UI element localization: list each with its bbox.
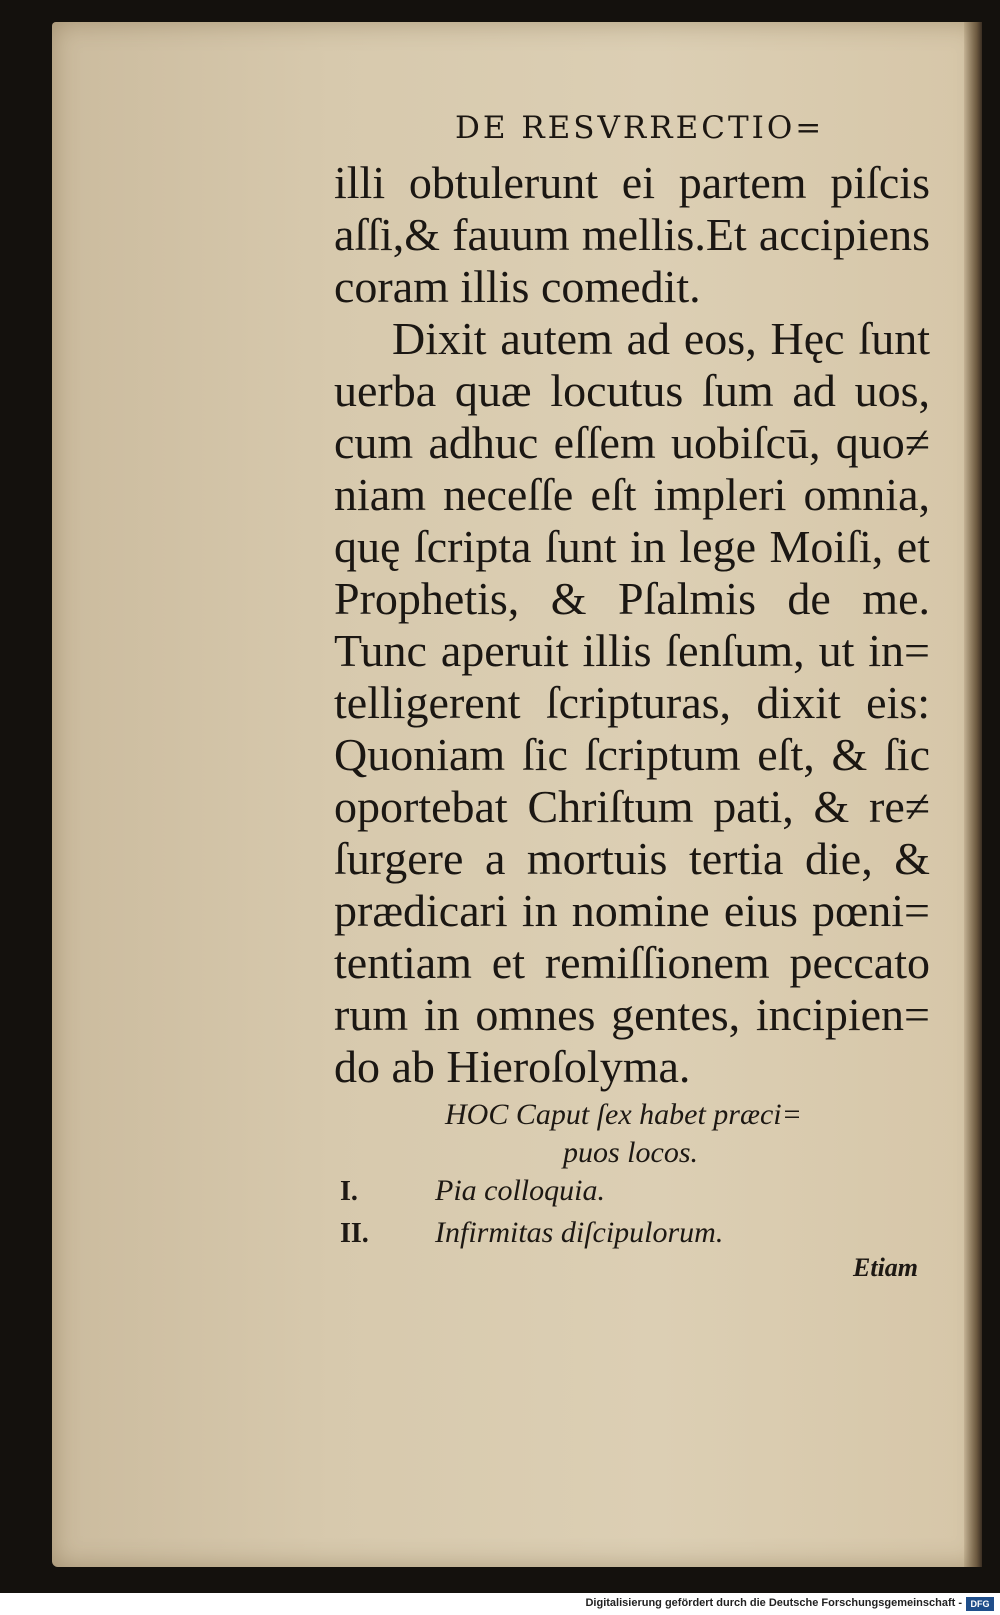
footer-credit-text: Digitalisierung gefördert durch die Deutsche Forschungsgemeinschaft -	[585, 1597, 962, 1609]
text-line-17: rum in omnes gentes, incipien=	[334, 989, 930, 1040]
text-line-12: Quoniam ſic ſcriptum eſt, & ſic	[334, 729, 930, 780]
point-text-2: Infirmitas diſcipulorum.	[435, 1216, 724, 1249]
text-line-18: do ab Hieroſolyma.	[334, 1041, 691, 1092]
text-line-1: illi obtulerunt ei partem piſcis	[334, 157, 930, 208]
digitization-footer	[0, 1593, 1000, 1615]
text-line-2: aſſi,& fauum mellis.Et accipiens	[334, 209, 930, 260]
point-text-1: Pia colloquia.	[435, 1174, 605, 1207]
summary-heading-line-2: puos locos.	[563, 1136, 698, 1169]
catchword: Etiam	[853, 1253, 919, 1282]
text-line-3: coram illis comedit.	[334, 261, 701, 312]
text-line-5: uerba quæ locutus ſum ad uos,	[334, 365, 930, 416]
text-line-9: Prophetis, & Pſalmis de me.	[334, 573, 930, 624]
page-edge	[964, 22, 982, 1567]
text-line-15: prædicari in nomine eius pœni=	[334, 885, 930, 936]
text-line-10: Tunc aperuit illis ſenſum, ut in=	[334, 625, 930, 676]
running-header: DE RESVRRECTIO=	[455, 110, 825, 146]
dfg-logo[interactable]: DFG	[966, 1597, 994, 1611]
point-number-2: II.	[340, 1218, 369, 1249]
text-line-14: ſurgere a mortuis tertia die, &	[334, 833, 930, 884]
summary-heading-line-1: HOC Caput ſex habet præci=	[445, 1098, 802, 1131]
text-line-11: telligerent ſcripturas, dixit eis:	[334, 677, 930, 728]
text-line-13: oportebat Chriſtum pati, & re≠	[334, 781, 930, 832]
text-line-4: Dixit autem ad eos, Hęc ſunt	[392, 313, 930, 364]
text-line-6: cum adhuc eſſem uobiſcū, quo≠	[334, 417, 930, 468]
text-line-7: niam neceſſe eſt impleri omnia,	[334, 469, 930, 520]
text-line-16: tentiam et remiſſionem peccato	[334, 937, 930, 988]
text-line-8: quę ſcripta ſunt in lege Moiſi, et	[334, 521, 930, 572]
point-number-1: I.	[340, 1176, 358, 1207]
